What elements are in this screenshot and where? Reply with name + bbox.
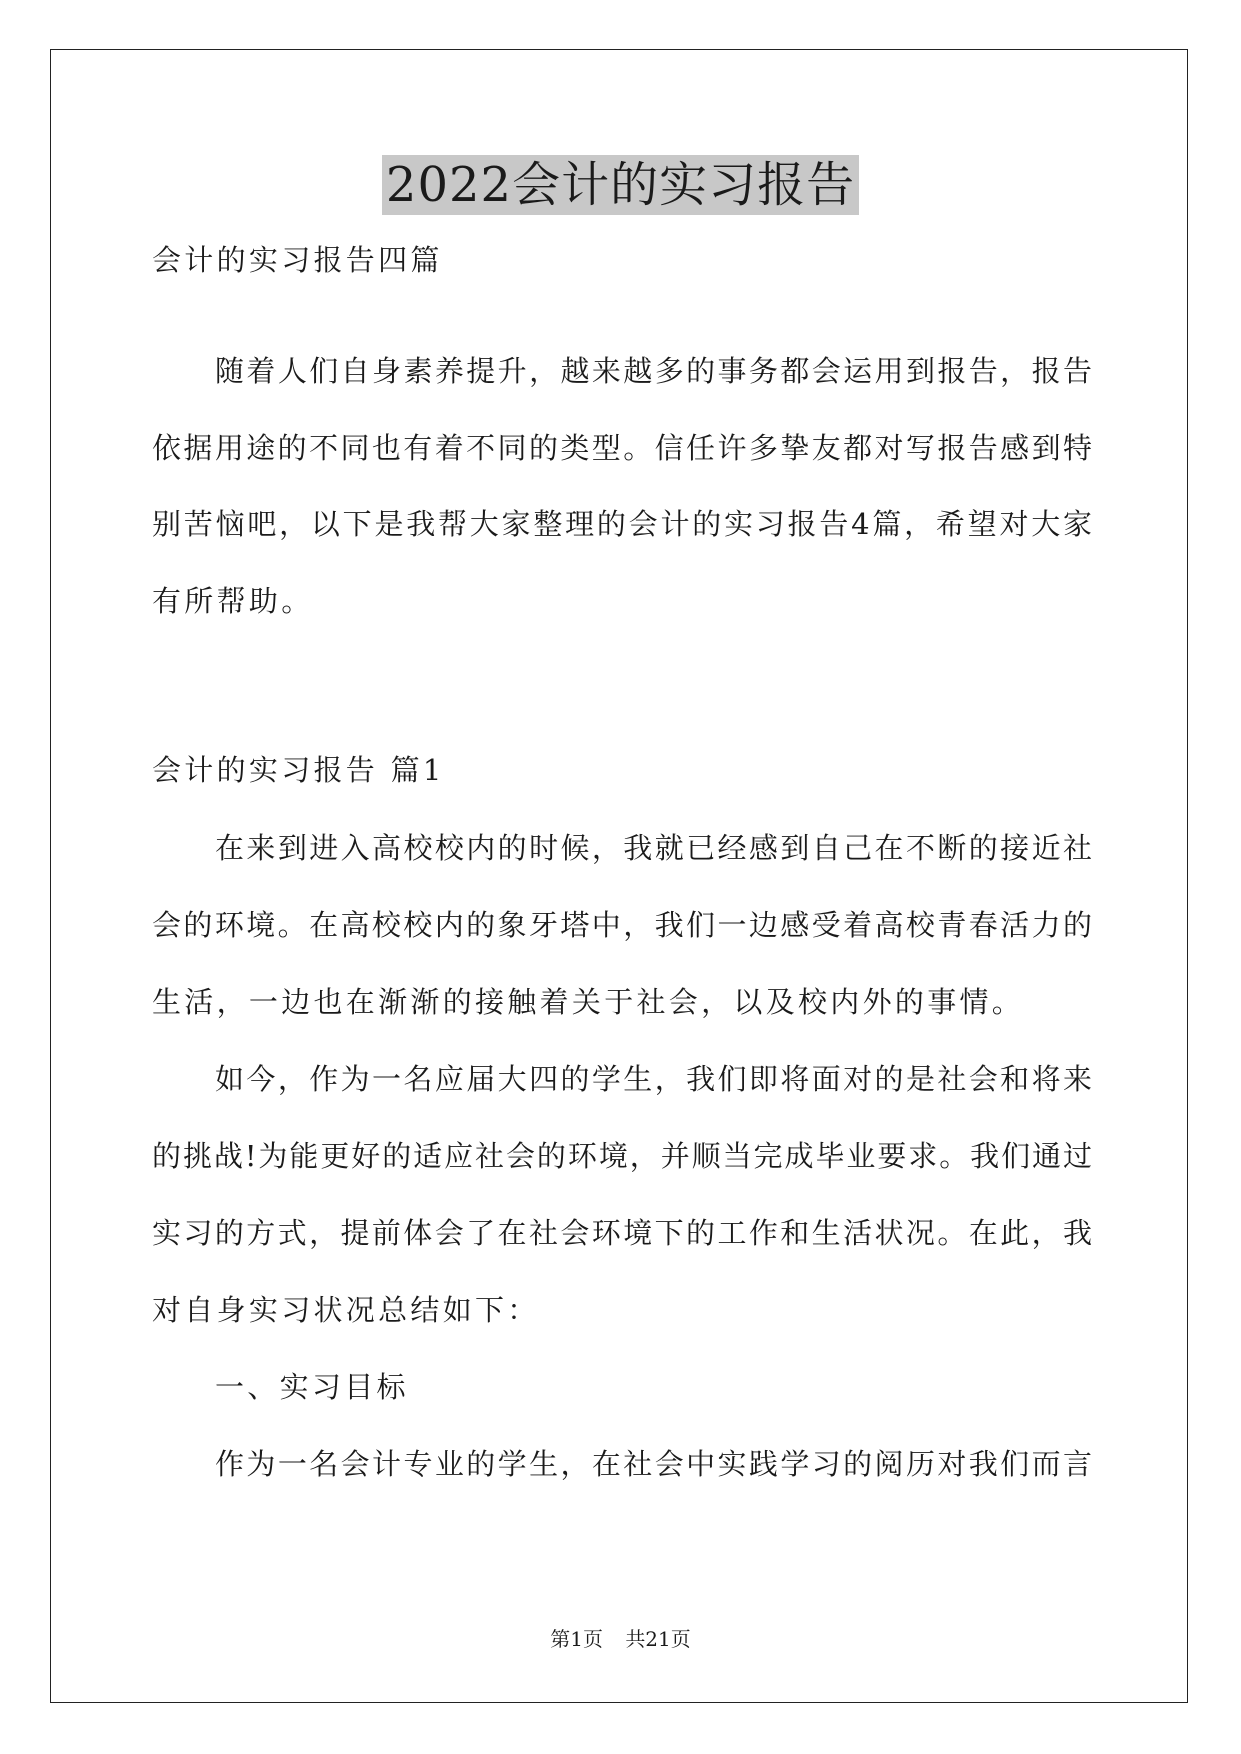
title-container	[0, 155, 1241, 215]
paragraph-line: 在来到进入高校校内的时候，我就已经感到自己在不断的接近社	[215, 831, 1092, 865]
subsection-heading: 一、实习目标	[215, 1370, 409, 1404]
paragraph-line: 作为一名会计专业的学生，在社会中实践学习的阅历对我们而言	[215, 1447, 1092, 1481]
paragraph-line: 随着人们自身素养提升，越来越多的事务都会运用到报告，报告	[215, 354, 1092, 388]
paragraph-line: 对自身实习状况总结如下：	[152, 1293, 540, 1327]
page-number: 第1页	[550, 1627, 603, 1651]
page-footer	[0, 1626, 1241, 1652]
paragraph-line: 如今，作为一名应届大四的学生，我们即将面对的是社会和将来	[215, 1062, 1092, 1096]
paragraph-line: 的挑战!为能更好的适应社会的环境，并顺当完成毕业要求。我们通过	[152, 1139, 1092, 1173]
paragraph-line: 生活，一边也在渐渐的接触着关于社会，以及校内外的事情。	[152, 985, 1025, 1019]
paragraph-line: 有所帮助。	[152, 584, 314, 618]
document-title: 2022会计的实习报告	[382, 155, 859, 215]
section-heading: 会计的实习报告四篇	[152, 243, 443, 277]
paragraph-line: 依据用途的不同也有着不同的类型。信任许多挚友都对写报告感到特	[152, 431, 1092, 465]
paragraph-line: 会的环境。在高校校内的象牙塔中，我们一边感受着高校青春活力的	[152, 908, 1092, 942]
paragraph-line: 实习的方式，提前体会了在社会环境下的工作和生活状况。在此，我	[152, 1216, 1092, 1250]
page-total: 共21页	[625, 1627, 691, 1651]
paragraph-line: 别苦恼吧，以下是我帮大家整理的会计的实习报告4篇，希望对大家	[152, 507, 1092, 541]
section-heading: 会计的实习报告 篇1	[152, 753, 445, 787]
